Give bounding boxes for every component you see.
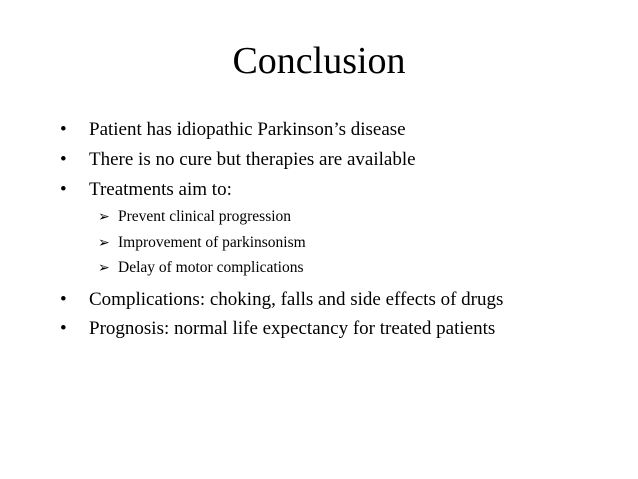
slide-title: Conclusion xyxy=(232,40,406,82)
bullet-item xyxy=(60,178,232,202)
sub-bullet-item xyxy=(98,258,304,279)
sub-bullet-item xyxy=(98,233,306,254)
bullet-text: Patient has idiopathic Parkinson’s disease xyxy=(89,119,406,140)
sub-bullet-item xyxy=(98,207,291,228)
arrow-bullet-icon: ➢ xyxy=(98,261,110,276)
sub-bullet-text: Improvement of parkinsonism xyxy=(118,234,306,251)
bullet-item xyxy=(60,288,503,312)
arrow-bullet-icon: ➢ xyxy=(98,236,110,251)
bullet-item xyxy=(60,148,416,172)
sub-bullet-text: Delay of motor complications xyxy=(118,259,304,276)
bullet-icon: • xyxy=(60,149,67,170)
arrow-bullet-icon: ➢ xyxy=(98,210,110,225)
sub-bullet-text: Prevent clinical progression xyxy=(118,208,292,225)
bullet-text: Complications: choking, falls and side effects of drugs xyxy=(89,289,504,310)
bullet-item xyxy=(60,317,495,341)
bullet-icon: • xyxy=(60,119,67,140)
bullet-icon: • xyxy=(60,318,67,339)
bullet-item xyxy=(60,118,406,142)
bullet-text: Treatments aim to: xyxy=(89,179,232,200)
bullet-icon: • xyxy=(60,179,67,200)
bullet-text: There is no cure but therapies are available xyxy=(89,149,416,170)
bullet-text: Prognosis: normal life expectancy for treated patients xyxy=(89,318,496,339)
bullet-icon: • xyxy=(60,289,67,310)
